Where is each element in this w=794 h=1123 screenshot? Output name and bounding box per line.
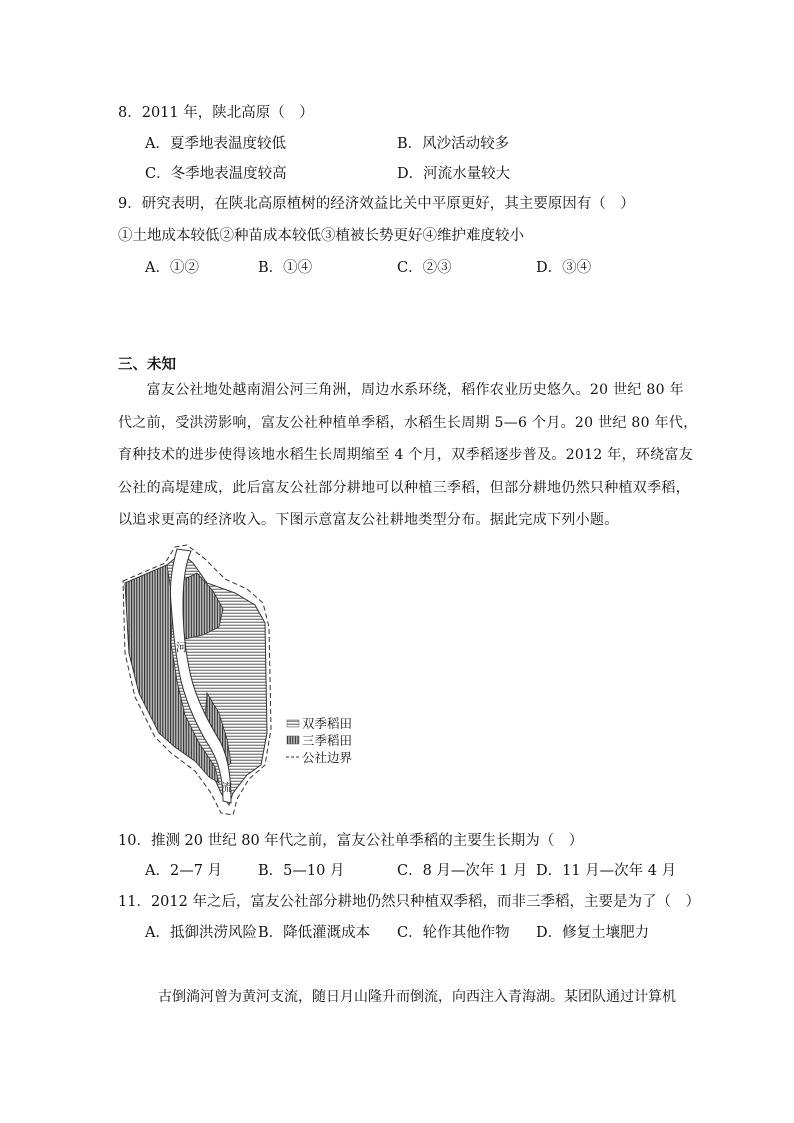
question-11-option-c: C．轮作其他作物 xyxy=(397,925,510,941)
question-9-stem: 9．研究表明，在陕北高原植树的经济效益比关中平原更好，其主要原因有（ ） xyxy=(118,196,635,212)
river-label-top: 河 xyxy=(176,641,187,654)
passage-line: 公社的高堤建成，此后富友公社部分耕地可以种植三季稻，但部分耕地仍然只种植双季稻， xyxy=(118,479,690,496)
question-10-option-b: B．5—10 月 xyxy=(258,863,345,879)
question-9-option-c: C．②③ xyxy=(397,260,452,276)
passage-line: 育种技术的进步使得该地水稻生长周期缩至 4 个月，双季稻逐步普及。2012 年，环绕富友 xyxy=(118,447,694,463)
passage-line: 代之前，受洪涝影响，富友公社种植单季稻，水稻生长周期 5—6 个月。20 世纪 80 年代， xyxy=(118,414,698,431)
vertical-hatch-swatch-icon xyxy=(287,736,299,744)
question-9-option-b: B．①④ xyxy=(258,260,313,276)
passage-line: 富友公社地处越南湄公河三角洲，周边水系环绕，稻作农业历史悠久。20 世纪 80 年 xyxy=(118,382,684,398)
legend-triple-season: 三季稻田 xyxy=(302,733,353,748)
question-8-option-c: C．冬季地表温度较高 xyxy=(145,166,287,182)
question-10-option-a: A．2—7 月 xyxy=(145,863,223,879)
legend-double-season: 双季稻田 xyxy=(302,716,353,731)
question-9-option-d: D．③④ xyxy=(536,260,592,276)
horizontal-hatch-swatch-icon xyxy=(287,720,299,727)
next-passage-start: 古倒淌河曾为黄河支流，随日月山隆升而倒流，向西注入青海湖。某团队通过计算机 xyxy=(158,989,676,1005)
question-8-option-d: D．河流水量较大 xyxy=(397,166,511,182)
passage xyxy=(118,374,698,537)
section-title: 三、未知 xyxy=(118,356,176,373)
question-11-option-d: D．修复土壤肥力 xyxy=(536,925,650,941)
river-label-bottom: 流 xyxy=(221,781,232,794)
question-8-stem: 8．2011 年，陕北高原（ ） xyxy=(118,105,314,121)
passage-line: 以追求更高的经济收入。下图示意富友公社耕地类型分布。据此完成下列小题。 xyxy=(118,512,619,528)
question-11-option-b: B．降低灌溉成本 xyxy=(258,925,371,941)
question-8-option-b: B．风沙活动较多 xyxy=(397,136,510,152)
farmland-map xyxy=(115,543,375,823)
question-10-option-c: C．8 月—次年 1 月 xyxy=(397,863,528,879)
legend-boundary: 公社边界 xyxy=(302,750,353,765)
question-11-stem: 11．2012 年之后，富友公社部分耕地仍然只种植双季稻，而非三季稻，主要是为了（ ） xyxy=(118,894,700,910)
map-legend xyxy=(286,716,353,765)
question-11-option-a: A．抵御洪涝风险 xyxy=(145,925,257,941)
question-10-option-d: D．11 月—次年 4 月 xyxy=(536,863,677,879)
question-9-option-a: A．①② xyxy=(145,260,199,276)
question-9-statements: ①土地成本较低②种苗成本较低③植被长势更好④维护难度较小 xyxy=(118,228,524,244)
question-10-stem: 10．推测 20 世纪 80 年代之前，富友公社单季稻的主要生长期为（ ） xyxy=(118,833,584,849)
question-8-option-a: A．夏季地表温度较低 xyxy=(145,136,286,152)
